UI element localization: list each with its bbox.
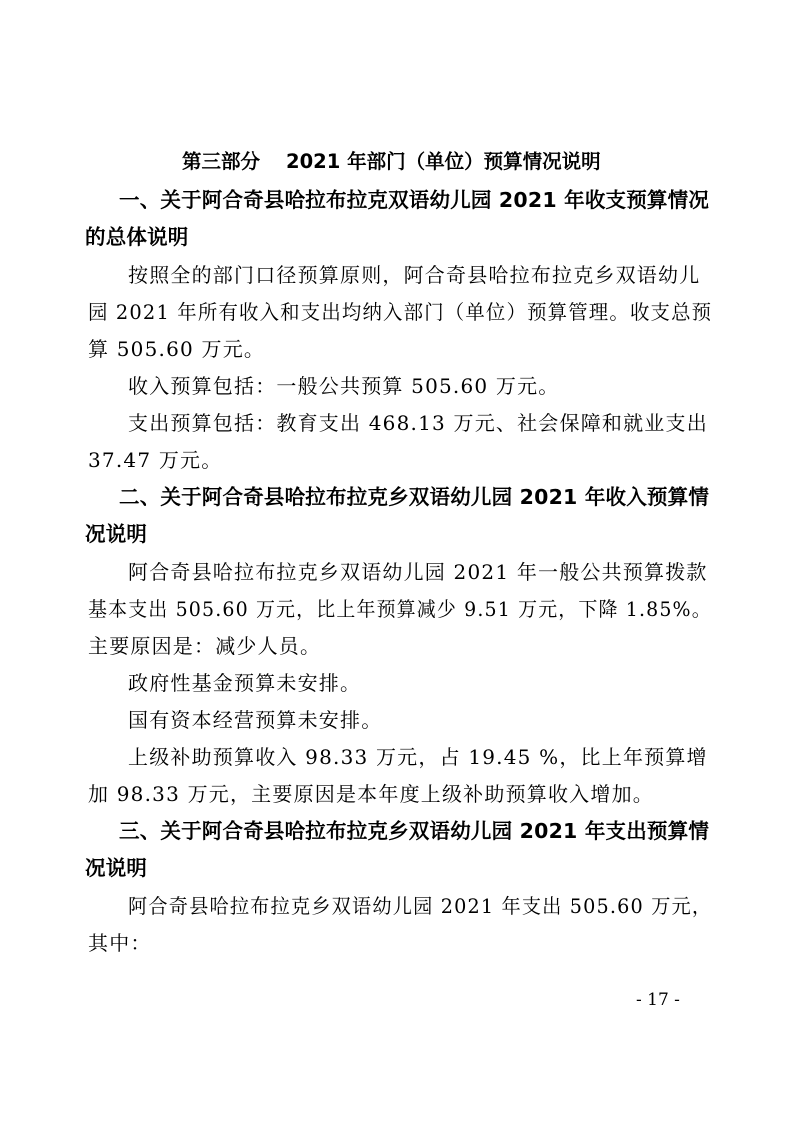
section2-paragraph1-line2: 基本支出 505.60 万元，比上年预算减少 9.51 万元，下降 1.85%。 — [88, 597, 712, 621]
page-title — [182, 152, 601, 172]
title-part: 第三部分 — [182, 150, 261, 173]
section1-paragraph1-line3: 算 505.60 万元。 — [88, 337, 266, 361]
section1-heading-line1: 一、关于阿合奇县哈拉布拉克双语幼儿园 2021 年收支预算情况 — [119, 188, 710, 212]
section3-paragraph1-line2: 其中： — [88, 931, 152, 955]
title-main: 2021 年部门（单位）预算情况说明 — [286, 150, 601, 173]
section3-paragraph1-line1: 阿合奇县哈拉布拉克乡双语幼儿园 2021 年支出 505.60 万元， — [128, 894, 713, 918]
section2-heading-line2: 况说明 — [85, 522, 148, 546]
section3-heading-line1: 三、关于阿合奇县哈拉布拉克乡双语幼儿园 2021 年支出预算情 — [119, 819, 710, 843]
section2-paragraph1-line1: 阿合奇县哈拉布拉克乡双语幼儿园 2021 年一般公共预算拨款 — [128, 560, 708, 584]
section2-heading-line1: 二、关于阿合奇县哈拉布拉克乡双语幼儿园 2021 年收入预算情 — [119, 485, 710, 509]
section2-paragraph2: 政府性基金预算未安排。 — [128, 671, 362, 695]
section1-heading-line2: 的总体说明 — [85, 225, 189, 249]
section2-paragraph3: 国有资本经营预算未安排。 — [128, 708, 383, 732]
section2-paragraph1-line3: 主要原因是：减少人员。 — [88, 634, 322, 658]
section1-paragraph3-line1: 支出预算包括：教育支出 468.13 万元、社会保障和就业支出 — [128, 411, 708, 435]
section2-paragraph4-line1: 上级补助预算收入 98.33 万元，占 19.45 %，比上年预算增 — [128, 745, 708, 769]
page-number: - 17 - — [636, 990, 680, 1010]
section1-paragraph1-line2: 园 2021 年所有收入和支出均纳入部门（单位）预算管理。收支总预 — [88, 300, 713, 324]
section1-paragraph2: 收入预算包括：一般公共预算 505.60 万元。 — [128, 374, 560, 398]
section2-paragraph4-line2: 加 98.33 万元，主要原因是本年度上级补助预算收入增加。 — [88, 782, 654, 806]
section1-paragraph3-line2: 37.47 万元。 — [88, 448, 223, 472]
section1-paragraph1-line1: 按照全的部门口径预算原则，阿合奇县哈拉布拉克乡双语幼儿 — [128, 263, 701, 287]
section3-heading-line2: 况说明 — [85, 856, 148, 880]
